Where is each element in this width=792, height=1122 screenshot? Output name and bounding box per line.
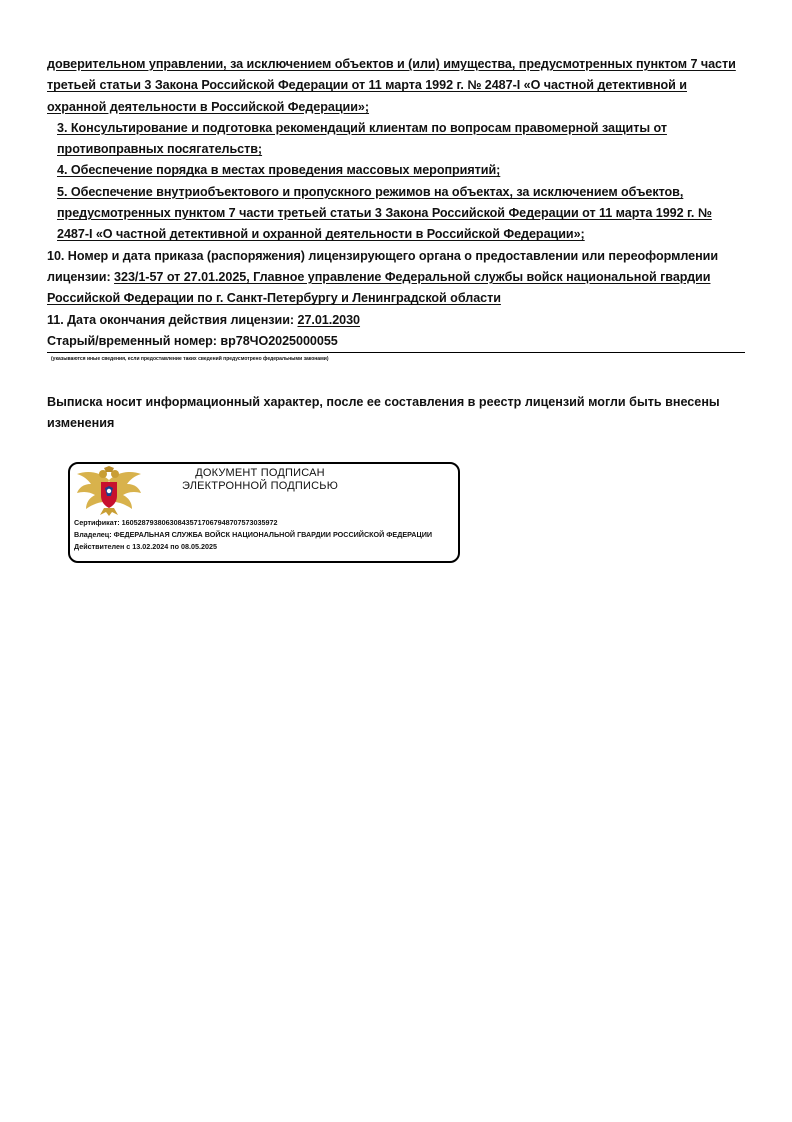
footnote: (указываются иные сведения, если предоставление таких сведений предусмотрено федеральными законами) — [51, 355, 329, 362]
order-paragraph — [47, 246, 745, 310]
stamp-owner: Владелец: ФЕДЕРАЛЬНАЯ СЛУЖБА ВОЙСК НАЦИОНАЛЬНОЙ ГВАРДИИ РОССИЙСКОЙ ФЕДЕРАЦИИ — [74, 530, 433, 539]
stamp-title-line1: ДОКУМЕНТ ПОДПИСАН — [195, 467, 325, 479]
old-number-line — [47, 331, 745, 353]
stamp-certificate: Сертификат: 16052879380630843571706794870757303597​2 — [74, 518, 278, 527]
expiry-value: 27.01.2030 — [297, 312, 361, 327]
order-value: 323/1-57 от 27.01.2025, Главное управление Федеральной службы войск национальной гвардии Российской Федерации по г. Санкт-Петербургу и Ленинградской области — [47, 269, 711, 306]
double-headed-eagle-icon — [74, 466, 144, 516]
expiry-label: 11. Дата окончания действия лицензии: — [47, 312, 298, 327]
paragraph-trust-management: доверительном управлении, за исключением объектов и (или) имущества, предусмотренных пунктом 7 части третьей статьи 3 Закона Российской Федерации от 11 марта 1992 г. № 2487-I «О частной детективной и охранной деятельности в Российской Федерации»; — [47, 57, 736, 114]
order-label: 10. Номер и дата приказа (распоряжения) лицензирующего органа о предоставлении или переоформлении лицензии: — [47, 248, 719, 284]
e-signature-stamp — [68, 462, 460, 563]
stamp-title-line2: ЭЛЕКТРОННОЙ ПОДПИСЬЮ — [181, 480, 339, 492]
stamp-title — [150, 467, 370, 493]
old-number-value: вр78ЧО2025000055 — [220, 333, 338, 348]
paragraph-item-3: 3. Консультирование и подготовка рекомендаций клиентам по вопросам правомерной защиты от противоправных посягательств; — [57, 120, 667, 157]
paragraph-item-4: 4. Обеспечение порядка в местах проведения массовых мероприятий; — [57, 163, 501, 178]
old-number-label: Старый/временный номер: — [47, 333, 221, 348]
stamp-validity: Действителен с 13.02.2024 по 08.05.2025 — [74, 542, 217, 551]
paragraph-item-5: 5. Обеспечение внутриобъектового и пропускного режимов на объектах, за исключением объектов, предусмотренных пунктом 7 части третьей статьи 3 Закона Российской Федерации от 11 марта 1992 г. № 2487-I «О частной детективной и охранной деятельности в Российской Федерации»; — [57, 184, 712, 242]
expiry-paragraph — [47, 310, 745, 331]
document-body — [47, 54, 745, 363]
stamp-details — [74, 517, 432, 553]
notice-text: Выписка носит информационный характер, после ее составления в реестр лицензий могли быть внесены изменения — [47, 395, 720, 431]
